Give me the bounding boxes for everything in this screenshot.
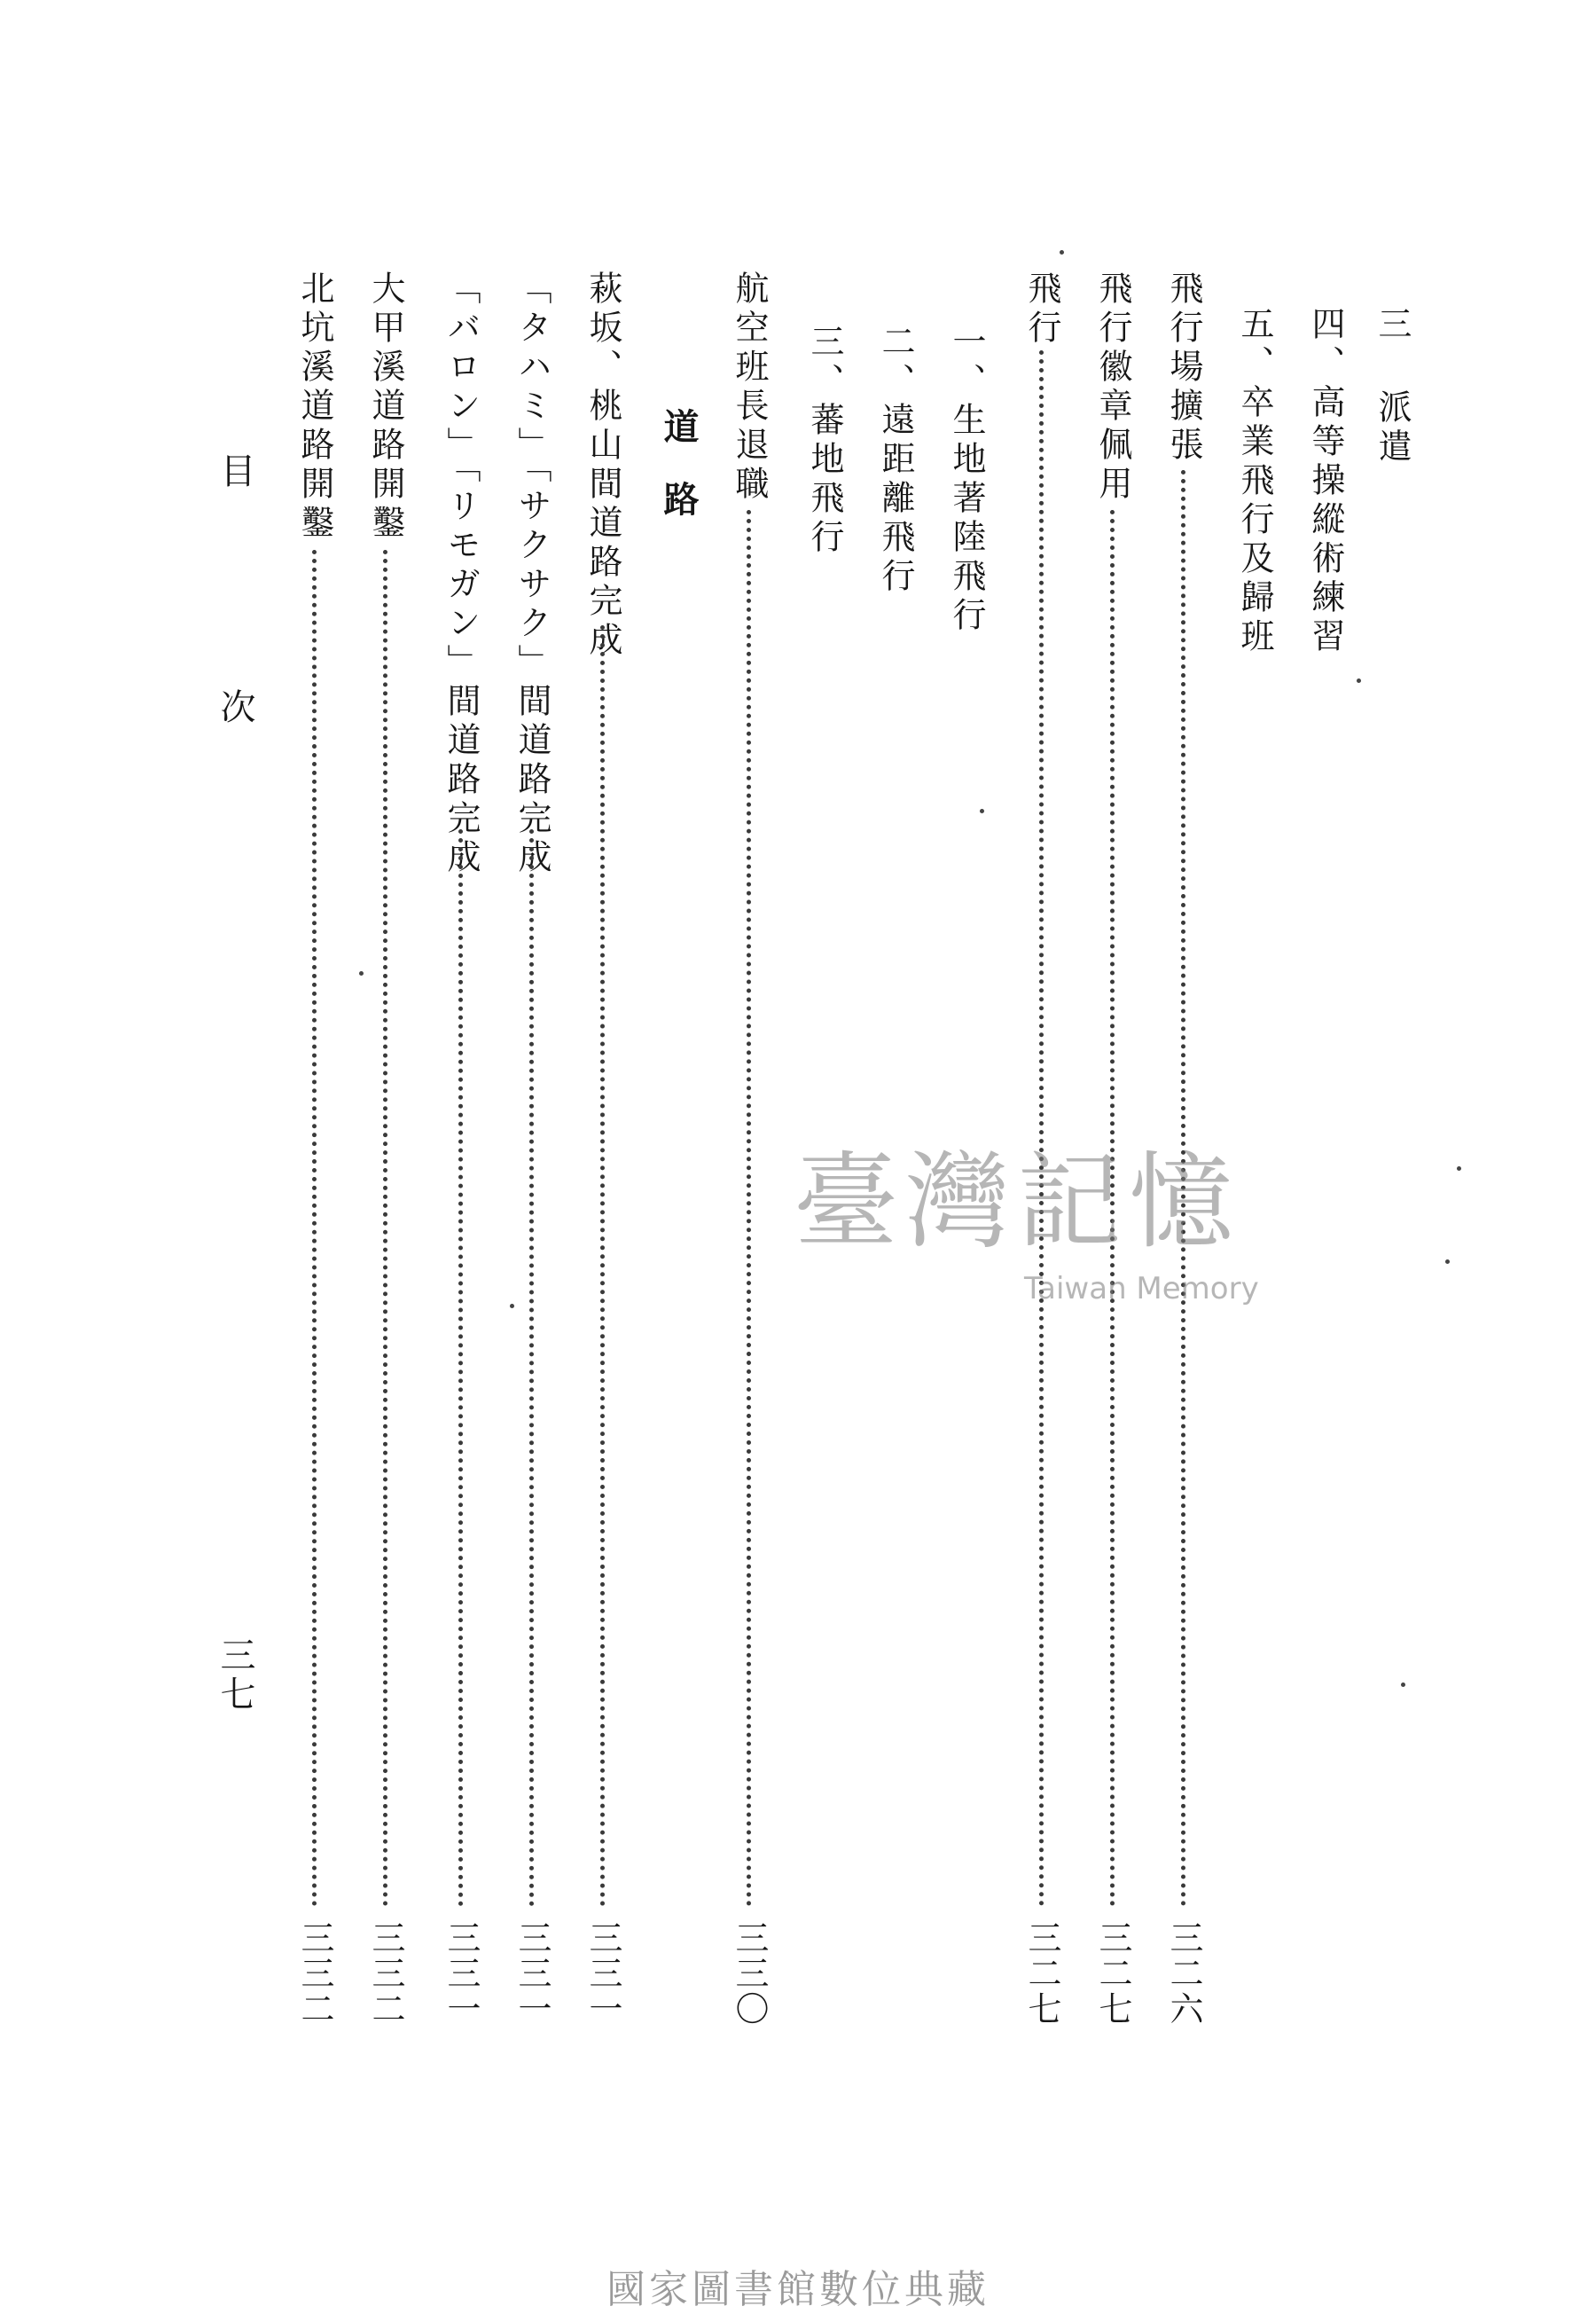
toc-entry-title: 五、卒業飛行及歸班	[1235, 306, 1274, 657]
toc-entry-title: 三、蕃地飛行	[805, 324, 844, 558]
toc-entry-page: 三三一	[583, 1920, 622, 2027]
scan-speck	[980, 809, 984, 813]
footer-text: 國家圖書館數位典藏	[606, 2267, 990, 2312]
toc-entry-page: 三三一	[442, 1920, 481, 2027]
scan-speck	[1357, 679, 1361, 683]
watermark-english: Taiwan Memory	[1024, 1271, 1259, 1306]
scan-speck	[1060, 250, 1064, 255]
dot-leader	[1039, 350, 1044, 1907]
toc-entry	[364, 271, 408, 2036]
running-header-label: 目 次	[215, 452, 255, 804]
toc-entry-title: 北坑溪道路開鑿	[295, 271, 334, 544]
scan-speck	[1445, 1259, 1450, 1264]
toc-entry-page: 三二六	[1164, 1920, 1203, 2027]
toc-entry	[1370, 306, 1414, 2071]
dot-leader	[600, 625, 605, 1907]
toc-entry-title: 二、遠距離飛行	[876, 324, 915, 597]
toc-entry-title: 「バロン」「リモガン」間道路完成	[442, 271, 481, 878]
toc-entry-title: 萩坂、桃山間道路完成	[583, 271, 622, 661]
toc-entry-title: 飛行徽章佩用	[1093, 271, 1132, 505]
watermark-chinese: 臺灣記憶	[794, 1141, 1241, 1263]
toc-entry	[1303, 306, 1348, 2071]
dot-leader	[529, 829, 534, 1907]
toc-entry-page: 三二七	[1022, 1920, 1061, 2027]
toc-entry-title: 航空班長退職	[730, 271, 769, 505]
toc-entry-title: 三 派遣	[1373, 306, 1412, 467]
toc-entry-title: 飛行	[1022, 271, 1061, 349]
toc-entry-page: 三三一	[512, 1920, 552, 2027]
dot-leader	[312, 550, 317, 1907]
toc-entry	[439, 271, 483, 2036]
toc-entry-title: 一、生地著陸飛行	[947, 324, 986, 636]
dot-leader	[383, 550, 387, 1907]
toc-entry-page: 三三二	[366, 1920, 405, 2027]
toc-entry-page: 三三二	[295, 1920, 334, 2027]
toc-entry-title: 飛行場擴張	[1164, 271, 1203, 466]
scan-speck	[1401, 1683, 1405, 1687]
dot-leader	[747, 510, 751, 1907]
watermark	[794, 1140, 1290, 1308]
toc-entry	[581, 271, 625, 2036]
toc-entry	[510, 271, 554, 2036]
running-header-page-number: 三七	[215, 1636, 255, 1714]
scan-speck	[1457, 1166, 1461, 1171]
dot-leader	[458, 829, 463, 1907]
toc-entry-page: 三三〇	[730, 1920, 769, 2027]
toc-entry	[293, 271, 337, 2036]
section-heading: 道路	[658, 408, 700, 553]
toc-entry-title: 「タハミ」「サクサク」間道路完成	[512, 271, 552, 878]
scan-speck	[359, 971, 364, 976]
toc-entry-page: 三二七	[1093, 1920, 1132, 2027]
toc-entry-title: 大甲溪道路開鑿	[366, 271, 405, 544]
scan-speck	[510, 1304, 514, 1308]
toc-entry	[727, 271, 771, 2036]
toc-entry-title: 四、高等操縱術練習	[1306, 306, 1345, 657]
